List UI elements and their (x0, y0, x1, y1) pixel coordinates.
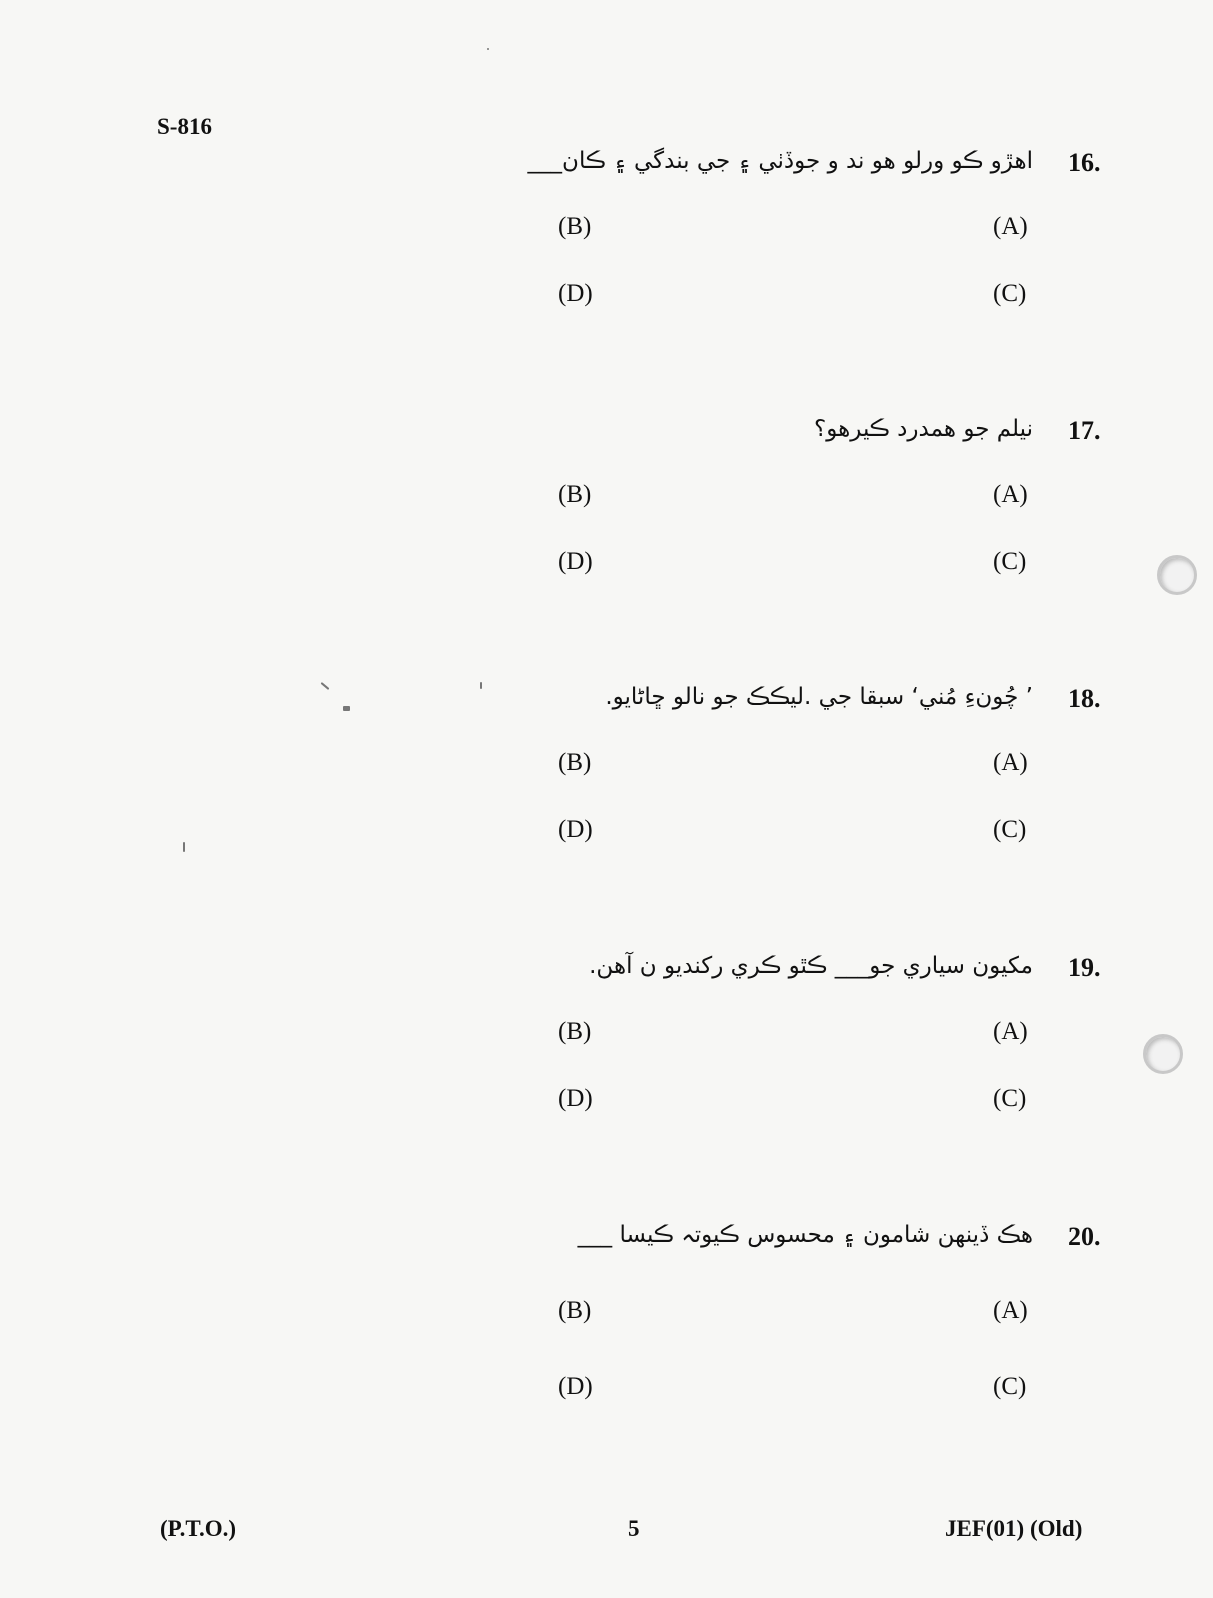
option-label: (B) (558, 1297, 592, 1324)
question-number: 20. (1068, 1222, 1101, 1251)
footer-code: JEF(01) (Old) (945, 1516, 1083, 1541)
scan-speck (183, 842, 185, 852)
option-label: (C) (993, 1085, 1027, 1112)
option-label: (C) (993, 1373, 1027, 1400)
footer-pto: (P.T.O.) (160, 1516, 237, 1541)
option-label: (B) (558, 1018, 592, 1045)
question-text: مکيون سياري جو___ ڪٿو ڪري رکنديو ن آهن. (589, 953, 1033, 979)
option-label: (C) (993, 816, 1027, 843)
option-label: (D) (558, 1085, 593, 1112)
option-label: (D) (558, 280, 593, 307)
question-text: ’ چُونءِ مُني‘ سبقا جي .ليڪڪ جو نالو ڇاڻايو. (605, 684, 1033, 710)
question-number: 18. (1068, 684, 1101, 713)
question-16 (0, 148, 1213, 338)
question-20 (0, 1222, 1213, 1412)
paper-code: S-816 (157, 114, 212, 139)
question-17 (0, 416, 1213, 606)
option-label: (B) (558, 481, 592, 508)
scan-speck (343, 706, 350, 711)
question-19 (0, 953, 1213, 1143)
option-label: (C) (993, 548, 1027, 575)
option-label: (B) (558, 213, 592, 240)
option-label: (B) (558, 749, 592, 776)
option-label: (D) (558, 1373, 593, 1400)
option-label: (D) (558, 816, 593, 843)
question-text: اهڙو ڪو ورلو هو ند و جوڏٺي ۽ جي بندگي ۽ ڪان___ (527, 148, 1033, 174)
punch-hole (1157, 555, 1197, 595)
option-label: (A) (993, 481, 1028, 508)
question-number: 16. (1068, 148, 1101, 177)
option-label: (A) (993, 1297, 1028, 1324)
punch-hole (1143, 1034, 1183, 1074)
question-text: نيلم جو همدرد ڪيرهو؟ (814, 416, 1033, 442)
option-label: (A) (993, 1018, 1028, 1045)
scan-speck (480, 682, 482, 689)
question-number: 17. (1068, 416, 1101, 445)
question-18 (0, 684, 1213, 874)
scan-speck (487, 48, 489, 50)
question-number: 19. (1068, 953, 1101, 982)
option-label: (A) (993, 213, 1028, 240)
option-label: (D) (558, 548, 593, 575)
option-label: (A) (993, 749, 1028, 776)
option-label: (C) (993, 280, 1027, 307)
page-number: 5 (628, 1516, 640, 1541)
question-text: هڪ ڏينهن شامون ۽ محسوس ڪيوتہ ڪيسا ___ (577, 1222, 1033, 1248)
